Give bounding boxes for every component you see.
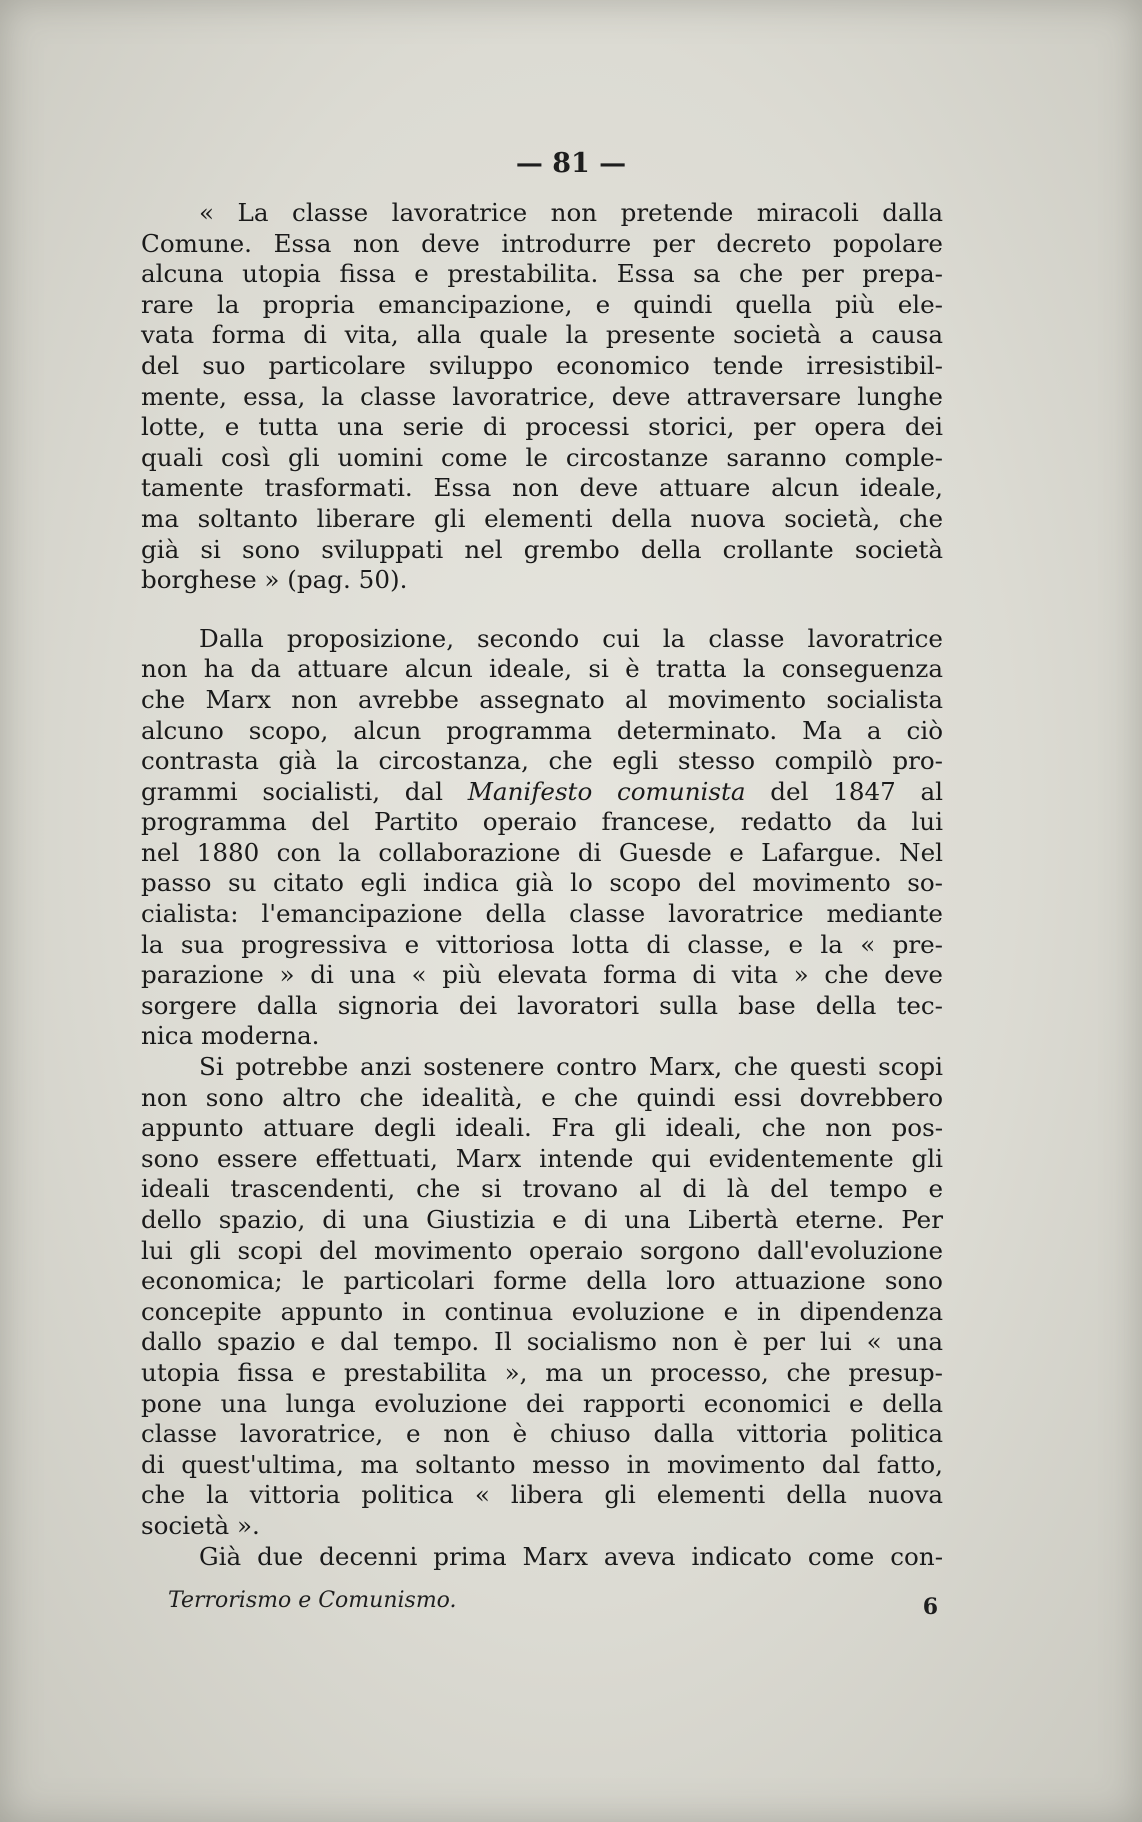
text-line: non sono altro che idealità, e che quindi essi dovrebbero [141,1082,943,1112]
text-line: alcuno scopo, alcun programma determinato. Ma a ciò [141,715,943,745]
text-line: borghese » (pag. 50). [141,565,408,595]
page-number: — 81 — [515,148,627,179]
text-line: ideali trascendenti, che si trovano al di là del tempo e [141,1174,943,1204]
text-line: società ». [141,1510,260,1540]
text-line: tamente trasformati. Essa non deve attuare alcun ideale, [141,473,943,503]
text-fragment: grammi socialisti, dal [141,776,468,806]
text-line: concepite appunto in continua evoluzione e in dipendenza [141,1296,943,1326]
book-title-manifesto: Manifesto comunista [467,776,746,806]
text-fragment: del 1847 al [745,776,943,806]
text-line: lui gli scopi del movimento operaio sorgono dall'evoluzione [141,1235,943,1265]
text-line: Comune. Essa non deve introdurre per decreto popolare [141,228,943,258]
text-line: passo su citato egli indica già lo scopo del movimento so- [141,868,943,898]
text-line: contrasta già la circostanza, che egli stesso compilò pro- [141,746,943,776]
text-line: ma soltanto liberare gli elementi della nuova società, che [141,503,943,533]
text-line: la sua progressiva e vittoriosa lotta di classe, e la « pre- [141,929,943,959]
text-line: mente, essa, la classe lavoratrice, deve attraversare lunghe [141,381,943,411]
text-line: non ha da attuare alcun ideale, si è tratta la conseguenza [141,654,943,684]
text-line: quali così gli uomini come le circostanze saranno comple- [141,442,943,472]
text-line: programma del Partito operaio francese, redatto da lui [141,807,943,837]
running-title: Terrorismo e Comunismo. [168,1588,457,1613]
text-line: parazione » di una « più elevata forma di vita » che deve [141,960,943,990]
paragraph-ideals [141,1052,943,1542]
text-line: che Marx non avrebbe assegnato al movimento socialista [141,684,943,714]
text-line: « La classe lavoratrice non pretende miracoli dalla [199,198,943,227]
paragraph-program [141,624,943,1052]
signature-mark: 6 [922,1594,938,1620]
text-line: del suo particolare sviluppo economico tende irresistibil- [141,350,943,380]
text-line: pone una lunga evoluzione dei rapporti economici e della [141,1388,943,1418]
text-line: cialista: l'emancipazione della classe lavoratrice mediante [141,899,943,929]
text-line: già si sono sviluppati nel grembo della crollante società [141,534,943,564]
text-line: sorgere dalla signoria dei lavoratori sulla base della tec- [141,990,943,1020]
text-line: appunto attuare degli ideali. Fra gli ideali, che non pos- [141,1113,943,1143]
text-line: rare la propria emancipazione, e quindi quella più ele- [141,289,943,319]
text-line: alcuna utopia fissa e prestabilita. Essa sa che per prepa- [141,259,943,289]
paragraph-gap [141,596,943,624]
text-line: dallo spazio e dal tempo. Il socialismo non è per lui « una [141,1327,943,1357]
text-line: nica moderna. [141,1021,320,1051]
text-line: utopia fissa e prestabilita », ma un processo, che presup- [141,1357,943,1387]
text-line: dello spazio, di una Giustizia e di una Libertà eterne. Per [141,1205,943,1234]
text-line: Già due decenni prima Marx aveva indicato come con- [199,1541,943,1571]
body-text [141,198,943,1572]
paragraph-decades [141,1542,943,1573]
text-line-with-title [141,777,943,808]
text-line: Si potrebbe anzi sostenere contro Marx, che questi scopi [199,1052,943,1082]
text-line: che la vittoria politica « libera gli elementi della nuova [141,1480,943,1510]
page-footer [168,1588,938,1620]
text-line: di quest'ultima, ma soltanto messo in movimento dal fatto, [141,1449,943,1479]
text-line: classe lavoratrice, e non è chiuso dalla vittoria politica [141,1419,943,1449]
paragraph-quotation [141,198,943,596]
text-line: nel 1880 con la collaborazione di Guesde e Lafargue. Nel [141,837,943,867]
text-line: Dalla proposizione, secondo cui la classe lavoratrice [199,623,943,653]
text-line: lotte, e tutta una serie di processi storici, per opera dei [141,412,943,442]
text-line: sono essere effettuati, Marx intende qui evidentemente gli [141,1143,943,1173]
text-line: economica; le particolari forme della loro attuazione sono [141,1266,943,1296]
text-line: vata forma di vita, alla quale la presente società a causa [141,320,943,350]
